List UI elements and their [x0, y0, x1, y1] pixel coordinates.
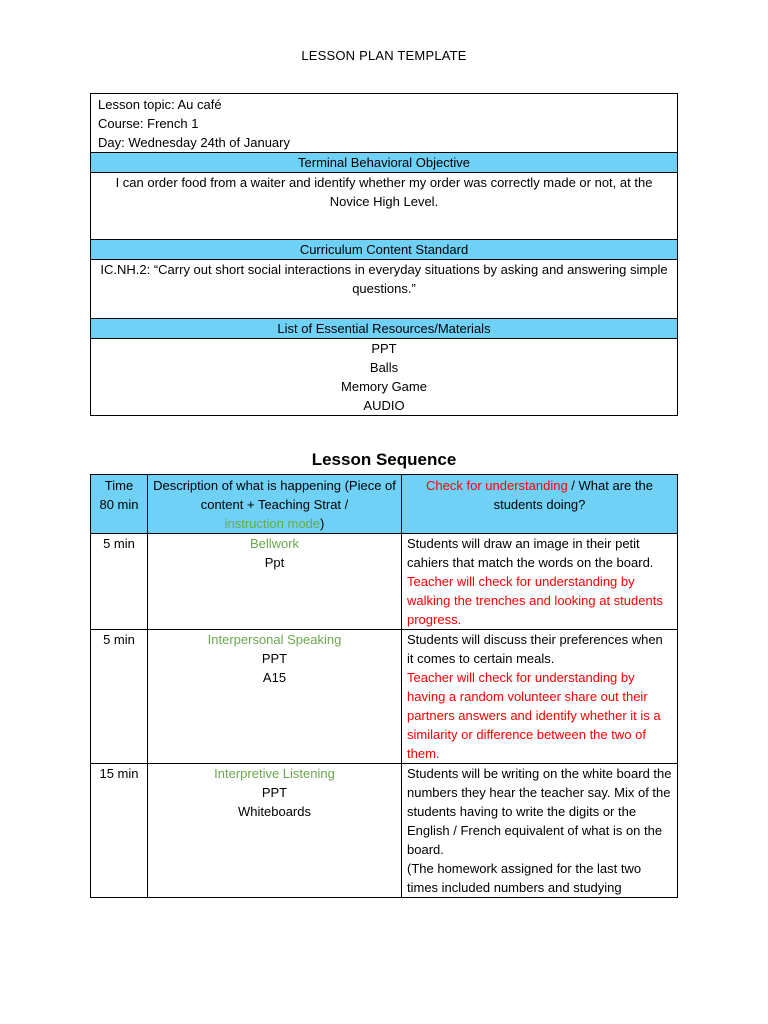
time-header-label: Time [104, 478, 134, 493]
course: Course: French 1 [98, 116, 199, 131]
lesson-day: Day: Wednesday 24th of January [98, 135, 290, 150]
description-header [148, 475, 402, 534]
row-time: 5 min [91, 630, 148, 764]
activity-label: Interpersonal Speaking [207, 632, 342, 647]
row-check [402, 764, 678, 898]
material-item: A15 [262, 670, 287, 685]
sequence-header-row [91, 475, 678, 534]
row-description [148, 534, 402, 630]
lesson-topic: Lesson topic: Au café [98, 97, 222, 112]
lesson-info-table [90, 93, 678, 416]
resources-list [91, 339, 678, 416]
table-row [91, 630, 678, 764]
table-row [91, 534, 678, 630]
row-time: 5 min [91, 534, 148, 630]
row-check [402, 534, 678, 630]
objective-header: Terminal Behavioral Objective [91, 153, 678, 173]
description-header-text: Description of what is happening (Piece of content + Teaching Strat / [153, 478, 396, 512]
students-activity-text: Students will discuss their preferences when it comes to certain meals. [407, 632, 663, 666]
material-item: Whiteboards [238, 804, 311, 819]
row-description [148, 764, 402, 898]
students-activity-text: Students will be writing on the white board the numbers they hear the teacher say. Mix of the students having to write the digits or the English / French equivalent of what is on the board. [407, 766, 672, 857]
teacher-check-text: Teacher will check for understanding by having a random volunteer share out their partners answers and identify whether it is a similarity or difference between the two of them. [407, 670, 661, 761]
teacher-check-text: Teacher will check for understanding by walking the trenches and looking at students progress. [407, 574, 663, 627]
resource-item: AUDIO [363, 398, 405, 413]
resource-item: Memory Game [341, 379, 427, 394]
row-check [402, 630, 678, 764]
objective-text: I can order food from a waiter and identify whether my order was correctly made or not, at the Novice High Level. [91, 173, 678, 240]
table-row [91, 764, 678, 898]
lesson-sequence-table [90, 474, 678, 898]
resource-item: Balls [369, 360, 399, 375]
homework-note: (The homework assigned for the last two times included numbers and studying [407, 861, 642, 895]
resource-item: PPT [371, 341, 397, 356]
material-item: Ppt [264, 555, 285, 570]
lesson-details-cell [91, 94, 678, 153]
students-activity-text: Students will draw an image in their petit cahiers that match the words on the board. [407, 536, 654, 570]
check-understanding-label: Check for understanding [426, 478, 568, 493]
lesson-sequence-title: Lesson Sequence [311, 450, 457, 469]
standard-text: IC.NH.2: “Carry out short social interactions in everyday situations by asking and answering simple questions.” [91, 260, 678, 319]
row-description [148, 630, 402, 764]
material-item: PPT [261, 785, 288, 800]
row-time: 15 min [91, 764, 148, 898]
time-header [91, 475, 148, 534]
material-item: PPT [261, 651, 288, 666]
page-title: LESSON PLAN TEMPLATE [301, 48, 467, 63]
activity-label: Interpretive Listening [214, 766, 335, 781]
activity-label: Bellwork [249, 536, 300, 551]
time-header-total: 80 min [99, 497, 139, 512]
description-header-close: ) [320, 516, 325, 531]
resources-header: List of Essential Resources/Materials [91, 319, 678, 339]
check-header-rest: / What are the students doing? [493, 478, 653, 512]
instruction-mode-label: instruction mode [224, 516, 321, 531]
check-header [402, 475, 678, 534]
standard-header: Curriculum Content Standard [91, 240, 678, 260]
